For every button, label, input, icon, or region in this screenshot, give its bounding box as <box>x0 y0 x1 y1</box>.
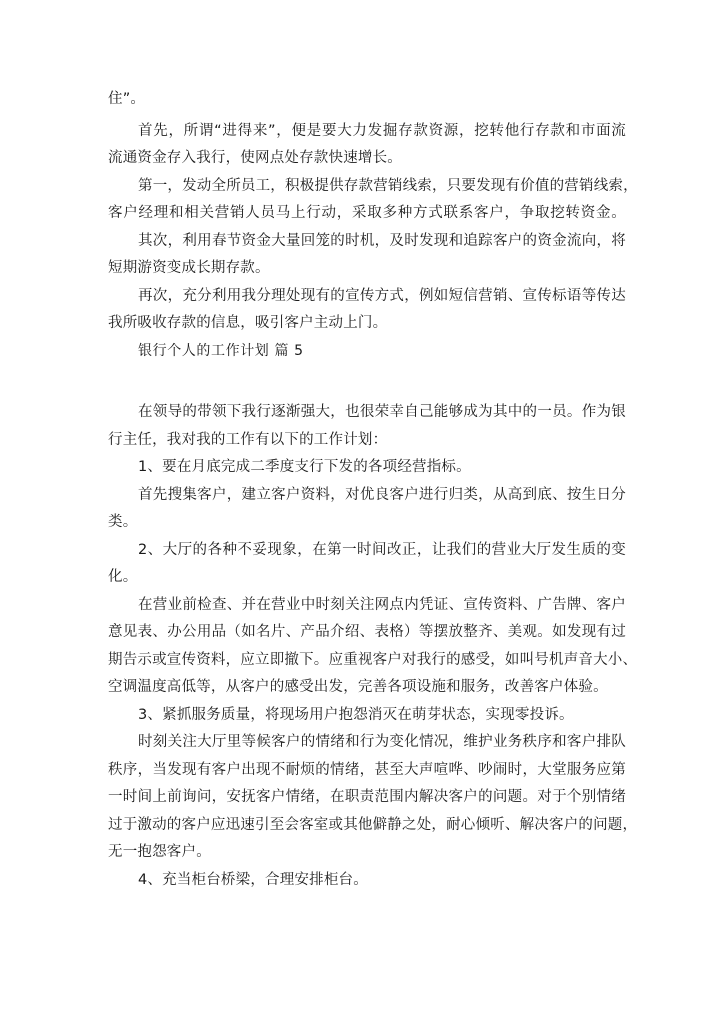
paragraph-line: 首先搜集客户，建立客户资料，对优良客户进行归类，从高到底、按生日分 <box>138 486 626 503</box>
paragraph-line: 客户经理和相关营销人员马上行动，采取多种方式联系客户，争取挖转资金。 <box>108 205 626 221</box>
paragraph-line: 行主任，我对我的工作有以下的工作计划： <box>108 431 388 448</box>
paragraph-line: 住”。 <box>108 91 146 107</box>
paragraph-line: 4、充当柜台桥梁，合理安排柜台。 <box>138 871 368 888</box>
document-body <box>108 86 638 894</box>
section-heading: 银行个人的工作计划 篇 5 <box>138 342 304 359</box>
paragraph-line: 3、紧抓服务质量，将现场用户抱怨消灭在萌芽状态，实现零投诉。 <box>138 706 574 723</box>
paragraph-line: 2、大厅的各种不妥现象，在第一时间改正，让我们的营业大厅发生质的变 <box>138 541 626 558</box>
paragraph-line: 短期游资变成长期存款。 <box>108 260 270 276</box>
paragraph-line: 一时间上前询问，安抚客户情绪，在职责范围内解决客户的问题。对于个别情绪 <box>108 789 626 805</box>
paragraph-line: 在营业前检查、并在营业中时刻关注网点内凭证、宣传资料、广告牌、客户 <box>138 596 626 613</box>
paragraph-line: 首先，所谓“进得来”，便是要大力发掘存款资源，挖转他行存款和市面流 <box>138 122 626 139</box>
paragraph-line: 类。 <box>108 514 138 530</box>
paragraph-line: 在领导的带领下我行逐渐强大，也很荣幸自己能够成为其中的一员。作为银 <box>138 404 626 420</box>
paragraph-line: 第一，发动全所员工，积极提供存款营销线索，只要发现有价值的营销线索， <box>138 177 638 194</box>
paragraph-line: 空调温度高低等，从客户的感受出发，完善各项设施和服务，改善客户体验。 <box>108 679 608 695</box>
paragraph-line: 过于激动的客户应迅速引至会客室或其他僻静之处，耐心倾听、解决客户的问题， <box>108 816 638 833</box>
paragraph-line: 我所吸收存款的信息，吸引客户主动上门。 <box>108 315 388 331</box>
paragraph-line: 时刻关注大厅里等候客户的情绪和行为变化情况，维护业务秩序和客户排队 <box>138 734 626 750</box>
paragraph-line: 化。 <box>108 569 138 585</box>
paragraph-line: 意见表、办公用品（如名片、产品介绍、表格）等摆放整齐、美观。如发现有过 <box>108 624 626 640</box>
paragraph-line: 1、要在月底完成二季度支行下发的各项经营指标。 <box>138 459 471 475</box>
paragraph-line: 秩序，当发现有客户出现不耐烦的情绪，甚至大声喧哗、吵闹时，大堂服务应第 <box>108 761 626 778</box>
paragraph-line: 其次，利用春节资金大量回笼的时机，及时发现和追踪客户的资金流向，将 <box>138 232 626 249</box>
paragraph-line: 无一抱怨客户。 <box>108 844 211 860</box>
paragraph-line: 流通资金存入我行，使网点处存款快速增长。 <box>108 150 402 166</box>
paragraph-line: 再次，充分利用我分理处现有的宣传方式，例如短信营销、宣传标语等传达 <box>138 287 626 304</box>
paragraph-line: 期告示或宣传资料，应立即撤下。应重视客户对我行的感受，如叫号机声音大小、 <box>108 651 638 668</box>
